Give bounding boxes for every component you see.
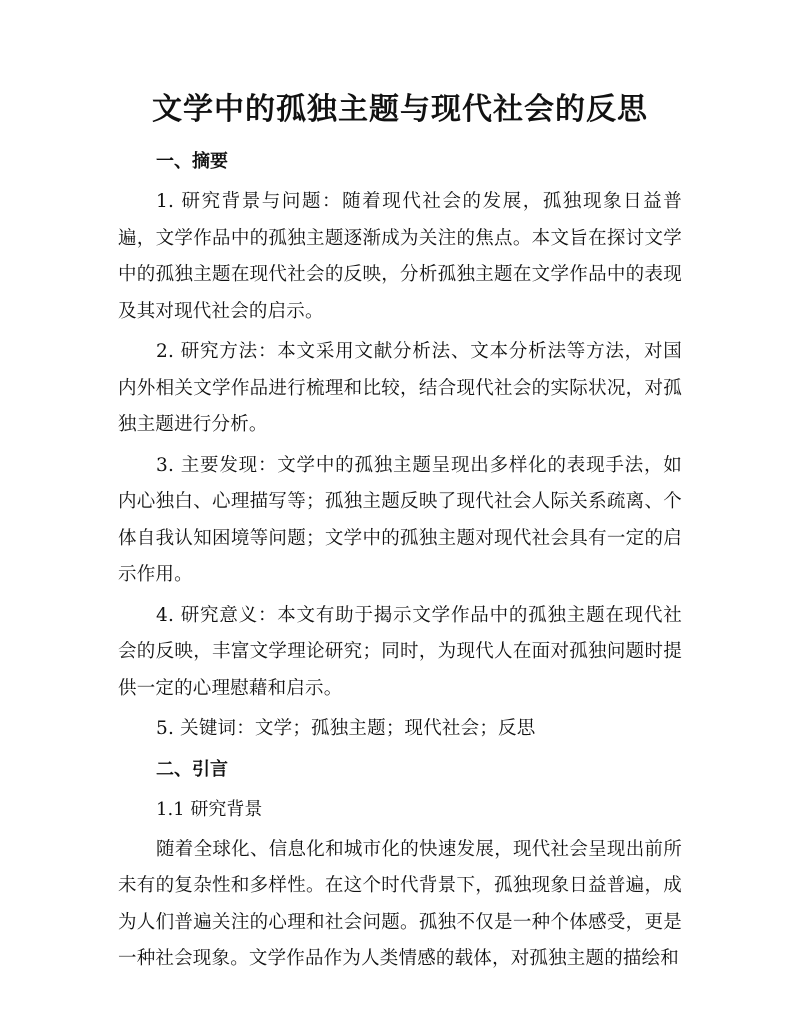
section-heading-abstract: 一、摘要 xyxy=(156,151,228,172)
abstract-paragraph-3: 3. 主要发现：文学中的孤独主题呈现出多样化的表现手法，如内心独白、心理描写等；孤独主题反映了现代社会人际关系疏离、个体自我认知困境等问题；文学中的孤独主题对现代社会具有一定的启示作用。 xyxy=(118,454,682,585)
abstract-paragraph-2: 2. 研究方法：本文采用文献分析法、文本分析法等方法，对国内外相关文学作品进行梳理和比较，结合现代社会的实际状况，对孤独主题进行分析。 xyxy=(118,341,682,435)
document-title: 文学中的孤独主题与现代社会的反思 xyxy=(152,92,648,127)
subsection-heading-background: 1.1 研究背景 xyxy=(156,798,263,820)
abstract-paragraph-1: 1. 研究背景与问题：随着现代社会的发展，孤独现象日益普遍，文学作品中的孤独主题逐渐成为关注的焦点。本文旨在探讨文学中的孤独主题在现代社会的反映，分析孤独主题在文学作品中的表现及其对现代社会的启示。 xyxy=(118,191,682,322)
document-body xyxy=(118,144,682,982)
abstract-paragraph-4: 4. 研究意义：本文有助于揭示文学作品中的孤独主题在现代社会的反映，丰富文学理论研究；同时，为现代人在面对孤独问题时提供一定的心理慰藉和启示。 xyxy=(118,604,682,699)
section-heading-introduction: 二、引言 xyxy=(156,758,228,780)
introduction-paragraph-1: 随着全球化、信息化和城市化的快速发展，现代社会呈现出前所未有的复杂性和多样性。在这个时代背景下，孤独现象日益普遍，成为人们普遍关注的心理和社会问题。孤独不仅是一种个体感受，更是一种社会现象。文学作品作为人类情感的载体，对孤独主题的描绘和 xyxy=(118,838,682,969)
abstract-keywords: 5. 关键词：文学；孤独主题；现代社会；反思 xyxy=(156,718,536,739)
